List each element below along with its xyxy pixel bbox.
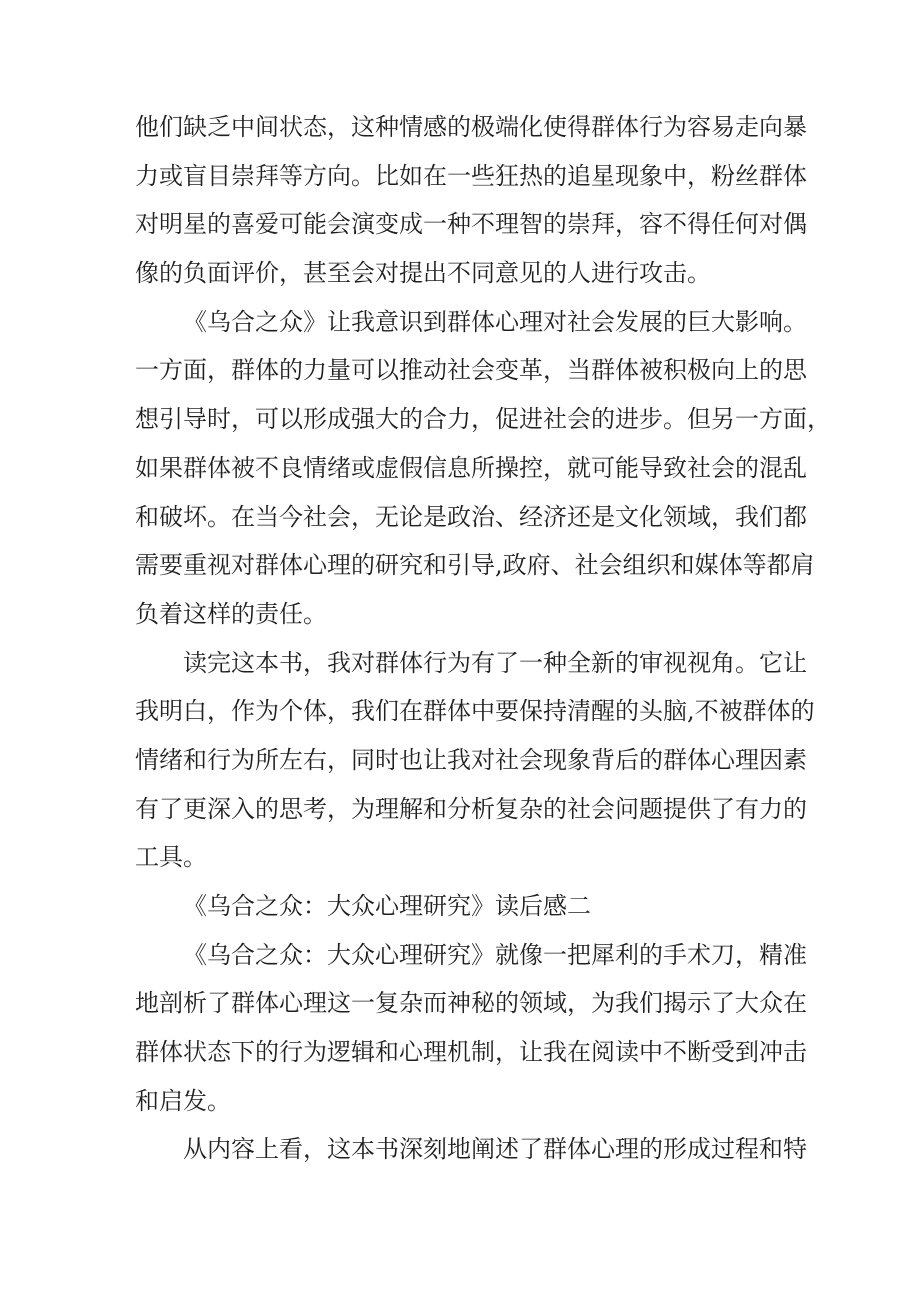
text-line: 需要重视对群体心理的研究和引导,政府、社会组织和媒体等都肩 [135, 551, 815, 580]
paragraph-first-line: 《乌合之众》让我意识到群体心理对社会发展的巨大影响。 [183, 307, 807, 336]
text-line: 如果群体被不良情绪或虚假信息所操控，就可能导致社会的混乱 [135, 453, 807, 482]
document-body [135, 103, 831, 1174]
text-line: 负着这样的责任。 [135, 599, 327, 628]
paragraph-first-line: 读完这本书，我对群体行为有了一种全新的审视视角。它让 [183, 648, 807, 677]
text-line: 工具。 [135, 843, 207, 872]
text-line: 一方面，群体的力量可以推动社会变革，当群体被积极向上的思 [135, 356, 807, 385]
text-line: 情绪和行为所左右，同时也让我对社会现象背后的群体心理因素 [135, 745, 807, 774]
text-line: 有了更深入的思考，为理解和分析复杂的社会问题提供了有力的 [135, 794, 807, 823]
text-line: 对明星的喜爱可能会演变成一种不理智的崇拜，容不得任何对偶 [135, 210, 807, 239]
paragraph-first-line: 《乌合之众：大众心理研究》就像一把犀利的手术刀，精准 [183, 940, 807, 969]
text-line: 想引导时，可以形成强大的合力，促进社会的进步。但另一方面， [135, 405, 831, 434]
text-line: 他们缺乏中间状态，这种情感的极端化使得群体行为容易走向暴 [135, 113, 807, 141]
text-line: 我明白，作为个体，我们在群体中要保持清醒的头脑,不被群体的 [135, 697, 815, 726]
text-line: 地剖析了群体心理这一复杂而神秘的领域，为我们揭示了大众在 [135, 989, 807, 1018]
text-line: 群体状态下的行为逻辑和心理机制，让我在阅读中不断受到冲击 [135, 1038, 807, 1067]
text-line: 像的负面评价，甚至会对提出不同意见的人进行攻击。 [135, 259, 711, 288]
text-line: 力或盲目崇拜等方向。比如在一些狂热的追星现象中，粉丝群体 [135, 161, 807, 190]
paragraph-first-line: 从内容上看，这本书深刻地阐述了群体心理的形成过程和特 [183, 1135, 807, 1164]
text-line: 和启发。 [135, 1086, 231, 1115]
section-heading: 《乌合之众：大众心理研究》读后感二 [183, 892, 591, 920]
text-line: 和破坏。在当今社会，无论是政治、经济还是文化领域，我们都 [135, 502, 807, 531]
